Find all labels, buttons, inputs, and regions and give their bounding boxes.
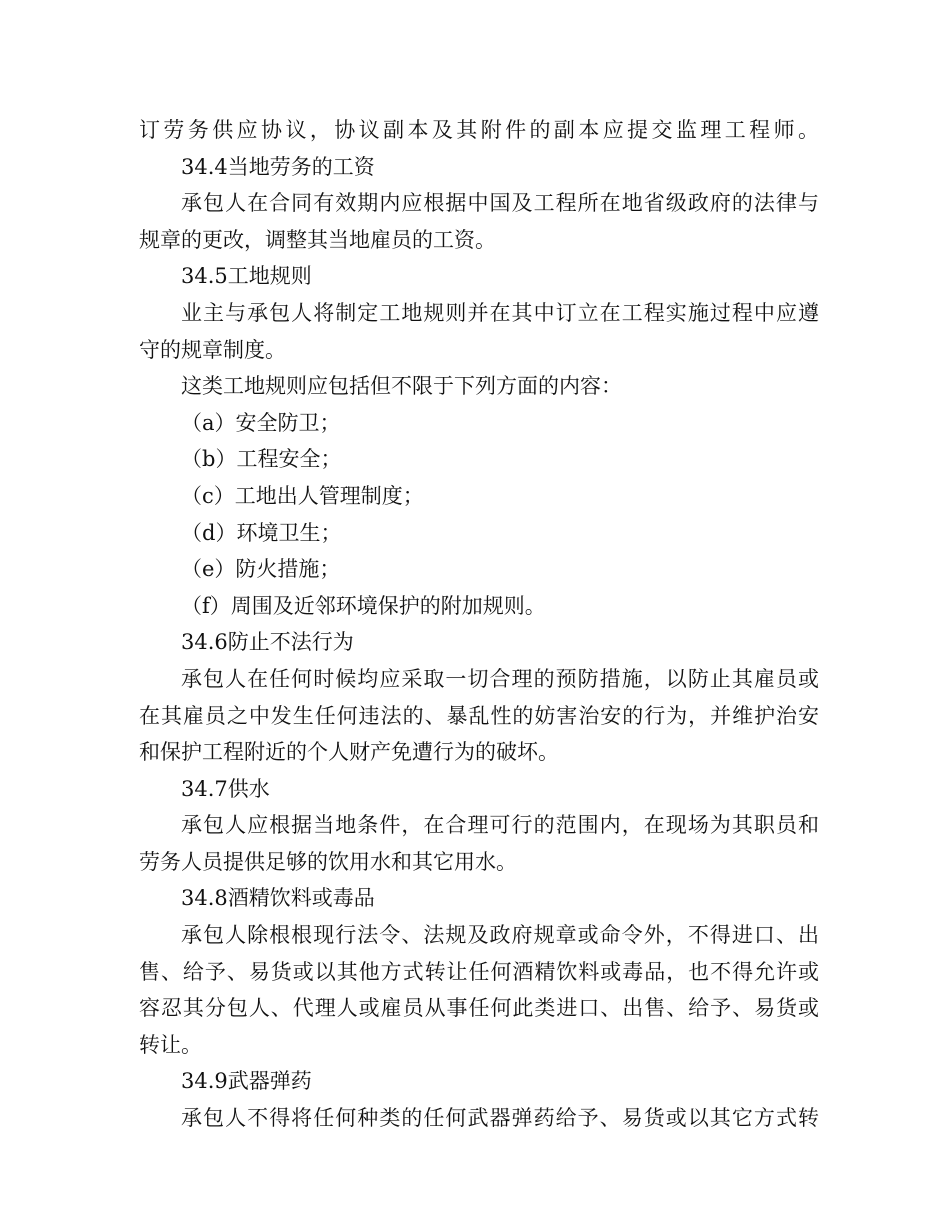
body-text-line: 订劳务供应协议，协议副本及其附件的副本应提交监理工程师。	[139, 118, 819, 142]
section-heading: 34.8酒精饮料或毒品	[181, 886, 375, 911]
section-heading: 34.7供水	[181, 776, 270, 801]
section-heading: 34.4当地劳务的工资	[181, 154, 375, 179]
body-text-line: 这类工地规则应包括但不限于下列方面的内容：	[181, 374, 622, 399]
body-text-line: 承包人应根据当地条件，在合理可行的范围内，在现场为其职员和	[181, 813, 819, 838]
body-text-line: 和保护工程附近的个人财产免遭行为的破坏。	[139, 740, 559, 765]
body-text-line: 转让。	[139, 1032, 202, 1057]
list-item: （c）工地出人管理制度；	[181, 483, 424, 508]
list-item: （e）防火措施；	[181, 557, 341, 582]
section-heading: 34.5工地规则	[181, 264, 312, 289]
body-text-line: 承包人不得将任何种类的任何武器弹药给予、易货或以其它方式转	[181, 1106, 819, 1131]
body-text-line: 承包人在合同有效期内应根据中国及工程所在地省级政府的法律与	[181, 191, 819, 216]
section-heading: 34.9武器弹药	[181, 1069, 312, 1094]
list-item: （b）工程安全；	[181, 447, 342, 472]
list-item: （f）周围及近邻环境保护的附加规则。	[181, 593, 546, 618]
list-item: （d）环境卫生；	[181, 520, 342, 545]
body-text-line: 容忍其分包人、代理人或雇员从事任何此类进口、出售、给予、易货或	[139, 996, 819, 1021]
body-text-line: 在其雇员之中发生任何违法的、暴乱性的妨害治安的行为，并维护治安	[139, 703, 819, 728]
body-text-line: 售、给予、易货或以其他方式转让任何酒精饮料或毒品，也不得允许或	[139, 959, 819, 984]
body-text-line: 承包人在任何时候均应采取一切合理的预防措施，以防止其雇员或	[181, 666, 819, 691]
body-text-line: 承包人除根根现行法令、法规及政府规章或命令外，不得进口、出	[181, 923, 819, 948]
list-item: （a）安全防卫；	[181, 410, 341, 435]
section-heading: 34.6防止不法行为	[181, 630, 354, 655]
body-text-line: 业主与承包人将制定工地规则并在其中订立在工程实施过程中应遵	[181, 300, 819, 325]
body-text-line: 劳务人员提供足够的饮用水和其它用水。	[139, 849, 517, 874]
document-page	[139, 112, 819, 1137]
body-text-line: 守的规章制度。	[139, 337, 286, 362]
body-text-line: 规章的更改，调整其当地雇员的工资。	[139, 227, 496, 252]
